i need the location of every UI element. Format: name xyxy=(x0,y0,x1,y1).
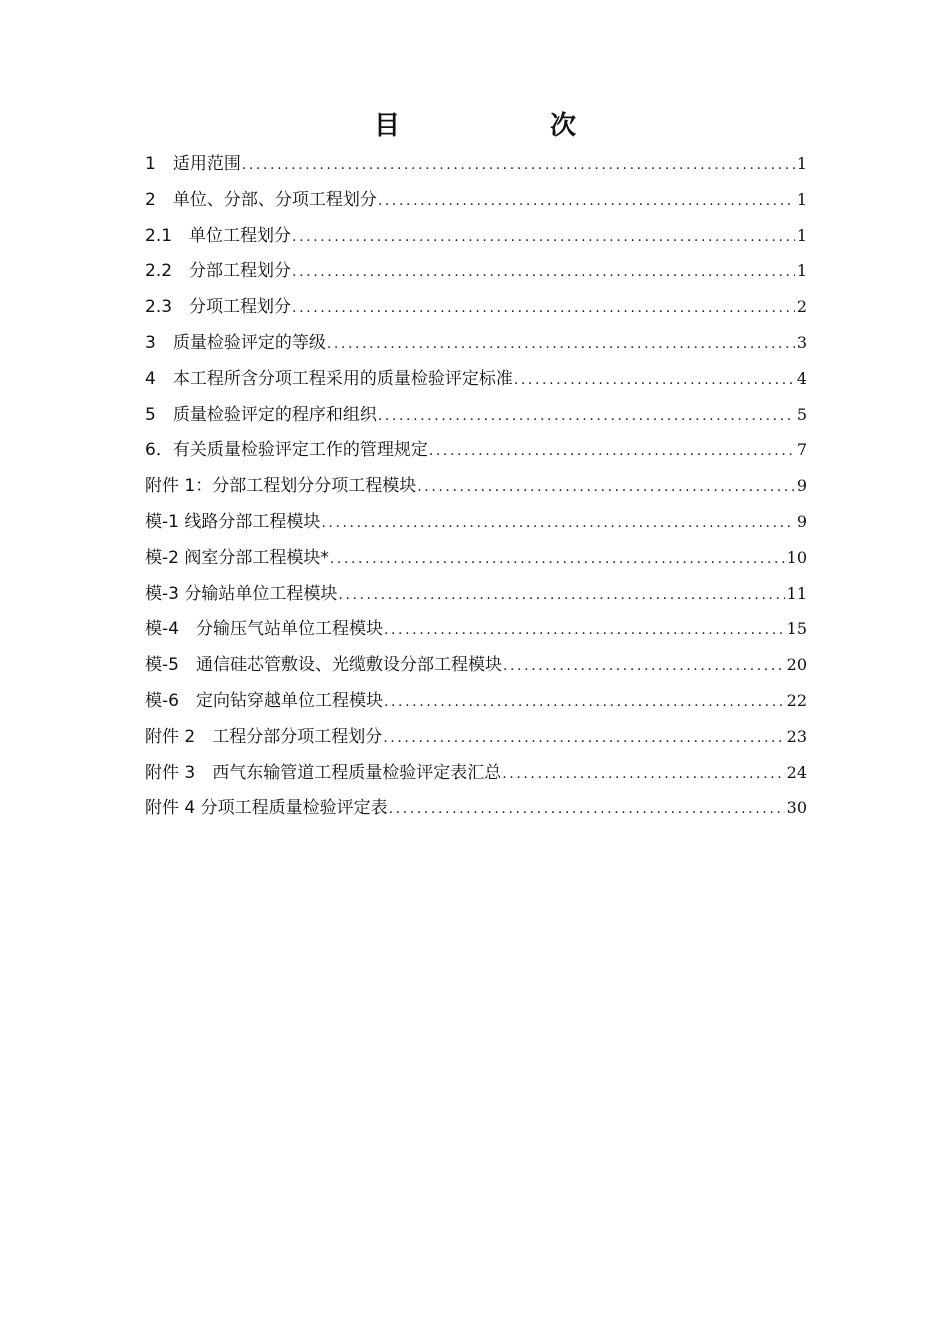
toc-entry-page: 1 xyxy=(796,189,807,209)
toc-entry-label: 附件 3 西气东输管道工程质量检验评定表汇总 xyxy=(145,762,502,783)
toc-entry-label: 模-2 阀室分部工程模块* xyxy=(145,547,329,568)
dot-leader xyxy=(292,291,795,327)
toc-entry[interactable] xyxy=(145,468,807,504)
page-title: 目 次 xyxy=(373,111,638,141)
toc-entry[interactable] xyxy=(145,182,807,218)
toc-entry-page: 22 xyxy=(786,690,807,710)
toc-entry[interactable] xyxy=(145,611,807,647)
toc-entry-page: 4 xyxy=(796,368,807,388)
toc-entry-label: 2.3 分项工程划分 xyxy=(145,297,292,318)
toc-entry-label: 附件 1：分部工程划分分项工程模块 xyxy=(145,476,417,497)
dot-leader xyxy=(321,506,794,542)
toc-entry-page: 23 xyxy=(786,726,807,746)
dot-leader xyxy=(292,255,795,291)
toc-entry[interactable] xyxy=(145,755,807,791)
dot-leader xyxy=(384,613,785,649)
toc-entry-page: 9 xyxy=(796,511,807,531)
toc-entry-page: 5 xyxy=(796,404,807,424)
dot-leader xyxy=(502,757,784,793)
dot-leader xyxy=(417,470,795,506)
toc-entry[interactable] xyxy=(145,397,807,433)
toc-entry[interactable] xyxy=(145,146,807,182)
toc-entry-label: 6．有关质量检验评定工作的管理规定 xyxy=(145,440,428,461)
toc-entry[interactable] xyxy=(145,719,807,755)
dot-leader xyxy=(327,327,795,363)
toc-entry-page: 3 xyxy=(796,332,807,352)
table-of-contents xyxy=(145,146,807,826)
dot-leader xyxy=(330,542,785,578)
toc-entry-label: 附件 2 工程分部分项工程划分 xyxy=(145,726,383,747)
toc-entry[interactable] xyxy=(145,253,807,289)
toc-entry-page: 2 xyxy=(796,297,807,317)
toc-entry-page: 9 xyxy=(796,476,807,496)
toc-entry[interactable] xyxy=(145,325,807,361)
toc-entry-label: 模-5 通信硅芯管敷设、光缆敷设分部工程模块 xyxy=(145,655,502,676)
toc-entry[interactable] xyxy=(145,540,807,576)
toc-entry-label: 2.2 分部工程划分 xyxy=(145,261,292,282)
toc-entry-label: 附件 4 分项工程质量检验评定表 xyxy=(145,798,388,819)
dot-leader xyxy=(389,792,785,828)
dot-leader xyxy=(514,363,795,399)
toc-entry-label: 3 质量检验评定的等级 xyxy=(145,332,326,353)
toc-entry-label: 模-4 分输压气站单位工程模块 xyxy=(145,619,383,640)
toc-entry[interactable] xyxy=(145,576,807,612)
toc-entry-page: 11 xyxy=(786,583,807,603)
toc-entry[interactable] xyxy=(145,361,807,397)
dot-leader xyxy=(378,399,795,435)
toc-entry-label: 2.1 单位工程划分 xyxy=(145,225,292,246)
dot-leader xyxy=(384,685,785,721)
dot-leader xyxy=(429,434,795,470)
dot-leader xyxy=(242,148,795,184)
toc-entry-page: 1 xyxy=(796,225,807,245)
toc-entry[interactable] xyxy=(145,504,807,540)
dot-leader xyxy=(383,721,784,757)
toc-entry[interactable] xyxy=(145,683,807,719)
dot-leader xyxy=(378,184,795,220)
toc-entry[interactable] xyxy=(145,790,807,826)
toc-entry-label: 2 单位、分部、分项工程划分 xyxy=(145,189,377,210)
toc-entry-page: 7 xyxy=(796,440,807,460)
toc-entry[interactable] xyxy=(145,218,807,254)
toc-entry-label: 4 本工程所含分项工程采用的质量检验评定标准 xyxy=(145,368,513,389)
toc-entry-label: 5 质量检验评定的程序和组织 xyxy=(145,404,377,425)
toc-entry-label: 模-6 定向钻穿越单位工程模块 xyxy=(145,690,383,711)
toc-entry-page: 24 xyxy=(786,762,807,782)
toc-entry-label: 1 适用范围 xyxy=(145,154,241,174)
toc-entry-page: 10 xyxy=(786,547,807,567)
dot-leader xyxy=(338,578,784,614)
toc-entry-page: 20 xyxy=(786,655,807,675)
toc-entry-label: 模-3 分输站单位工程模块 xyxy=(145,583,338,604)
toc-entry-page: 1 xyxy=(796,261,807,281)
toc-entry[interactable] xyxy=(145,289,807,325)
toc-entry-label: 模-1 线路分部工程模块 xyxy=(145,511,321,532)
toc-entry[interactable] xyxy=(145,647,807,683)
dot-leader xyxy=(292,220,795,256)
toc-entry-page: 1 xyxy=(796,154,807,173)
toc-entry-page: 30 xyxy=(786,798,807,818)
dot-leader xyxy=(503,649,785,685)
toc-entry[interactable] xyxy=(145,432,807,468)
toc-entry-page: 15 xyxy=(786,619,807,639)
